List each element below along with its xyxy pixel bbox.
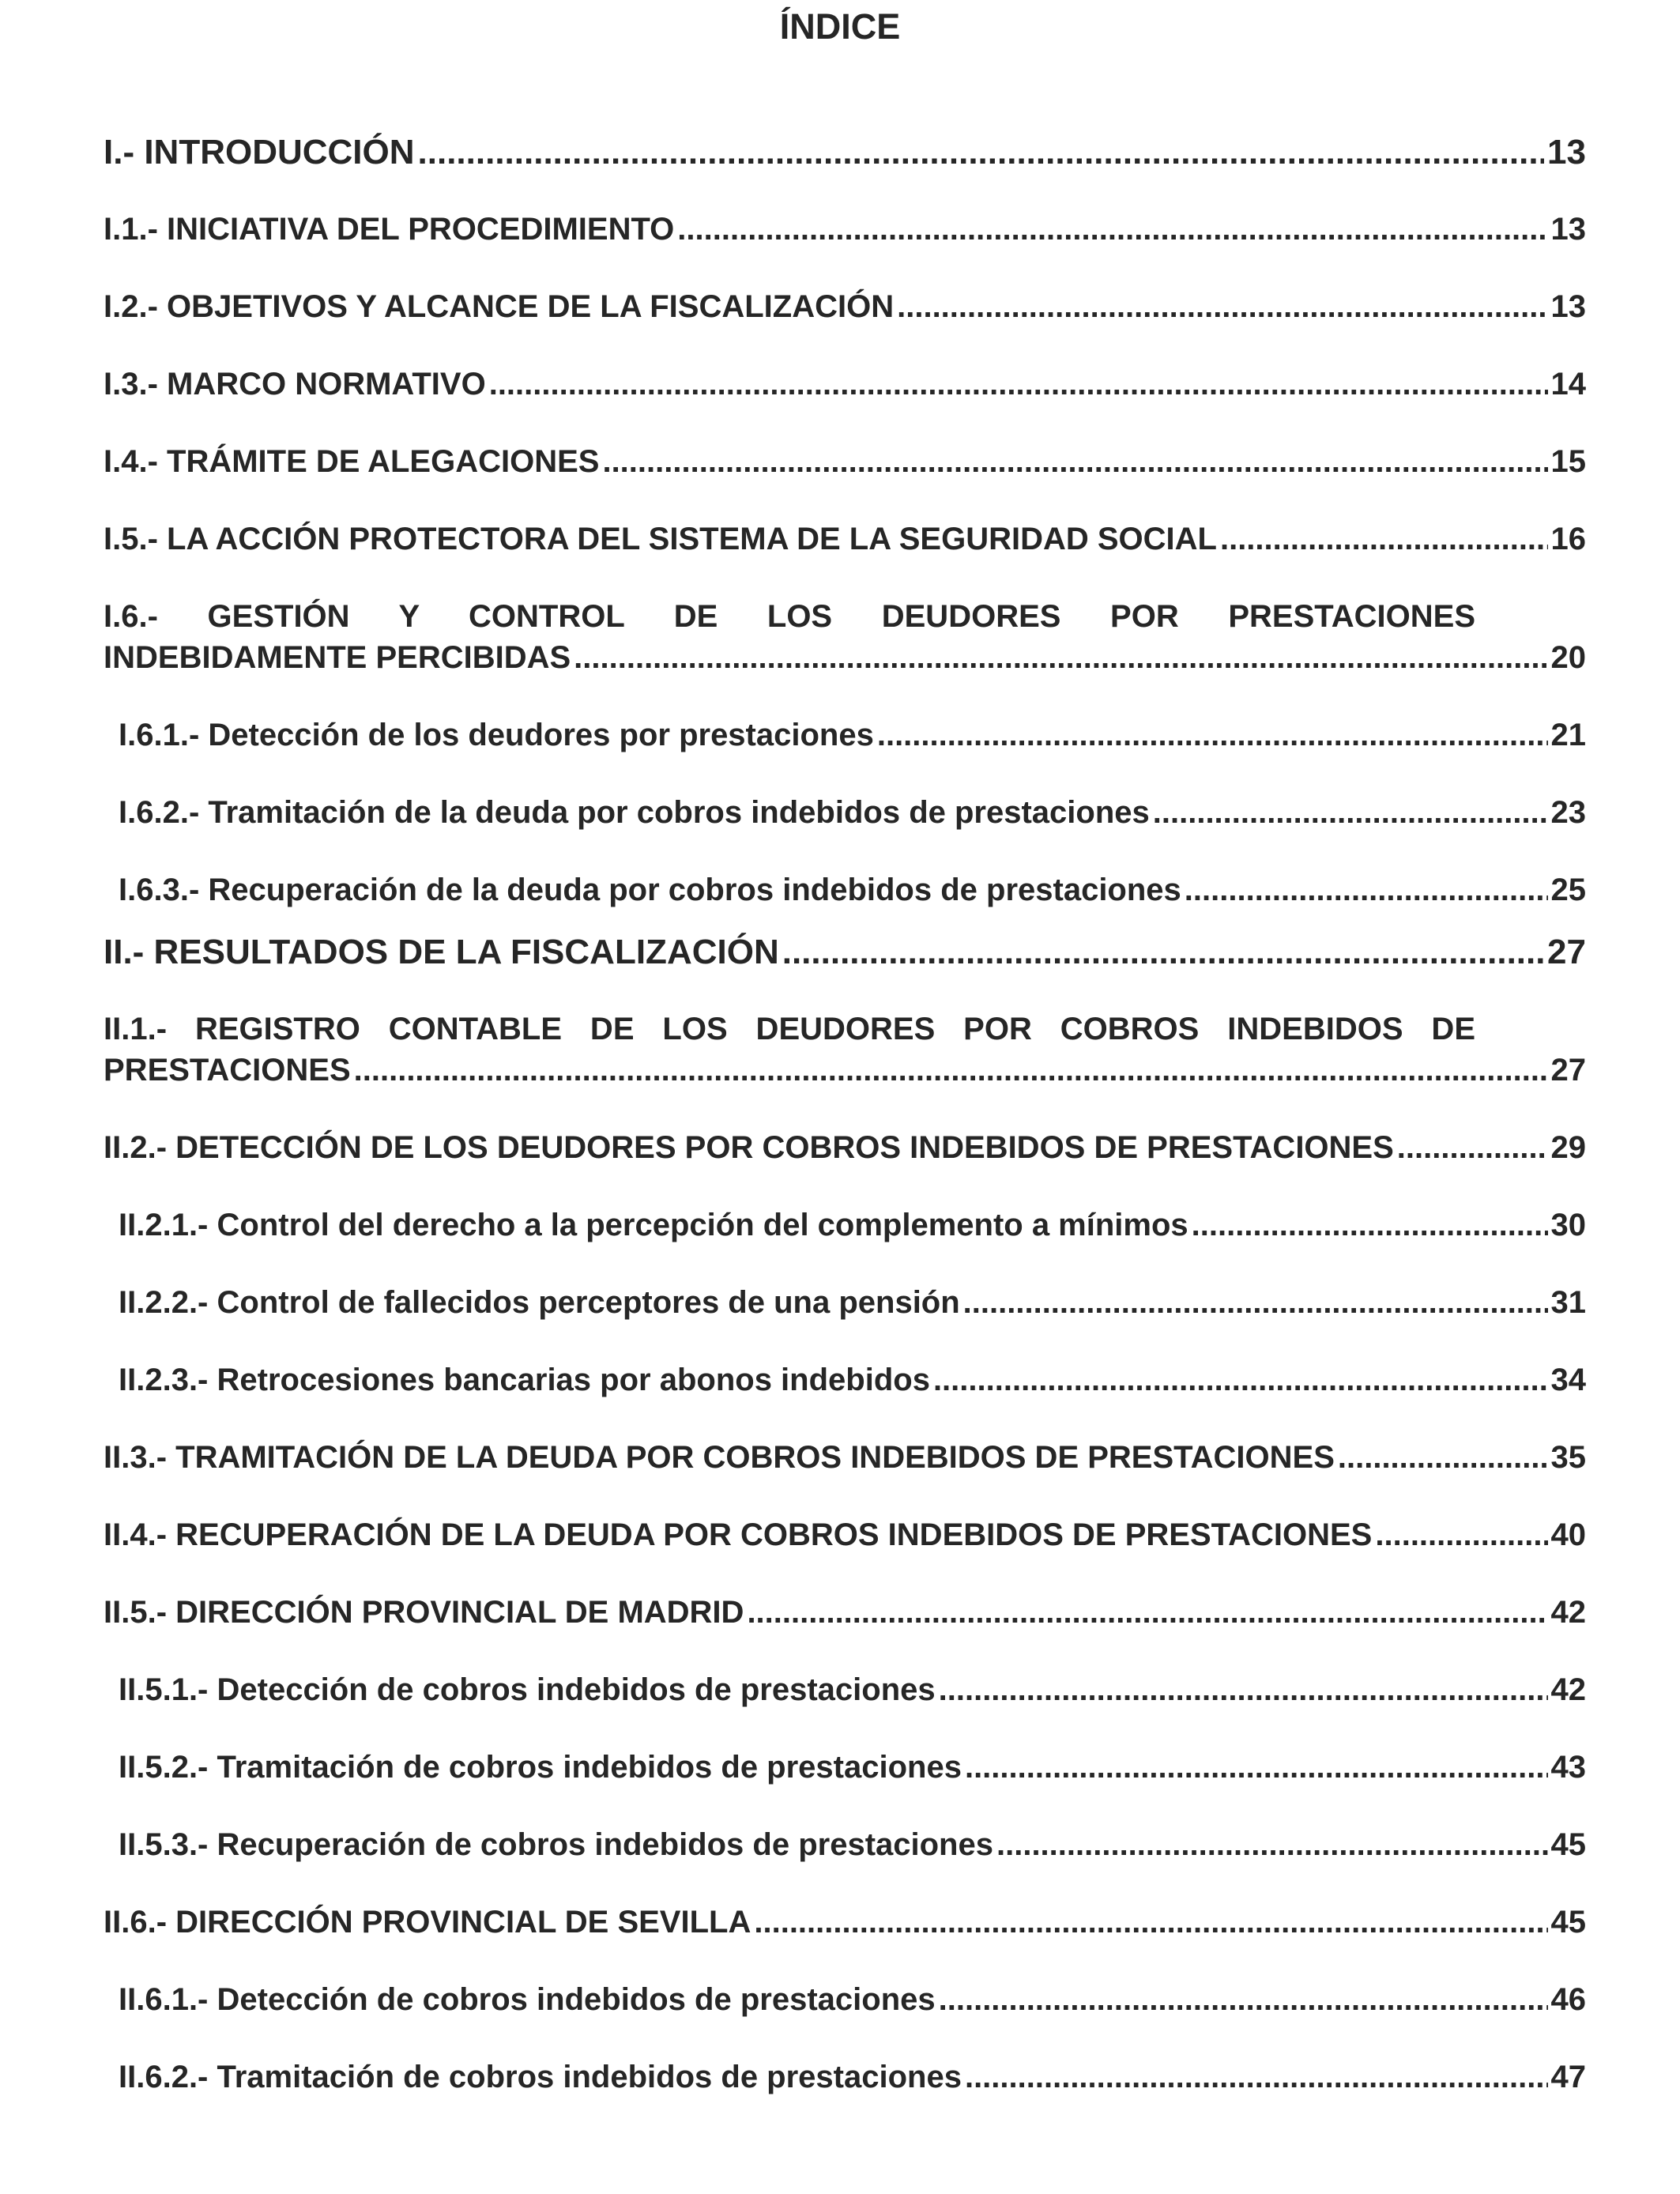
toc-entry-page: 13 xyxy=(1550,212,1586,247)
toc-entry-label: II.2.- DETECCIÓN DE LOS DEUDORES POR COBROS INDEBIDOS DE PRESTACIONES xyxy=(104,1130,1394,1165)
dot-leader xyxy=(602,441,1547,482)
toc-entry-label: II.5.2.- Tramitación de cobros indebidos de prestaciones xyxy=(119,1750,962,1785)
dot-leader xyxy=(963,1282,1548,1323)
dot-leader xyxy=(747,1592,1547,1633)
toc-entry-page: 13 xyxy=(1547,133,1586,172)
dot-leader xyxy=(1192,1204,1548,1246)
toc-entry-ii-resultados[interactable] xyxy=(104,931,1586,974)
toc-entry-ii-5-1[interactable] xyxy=(119,1669,1586,1710)
toc-entry-label: II.6.2.- Tramitación de cobros indebidos de prestaciones xyxy=(119,2060,962,2094)
toc-entry-label: I.1.- INICIATIVA DEL PROCEDIMIENTO xyxy=(104,212,675,247)
toc-entry-page: 45 xyxy=(1550,1827,1586,1862)
toc-entry-label: I.6.1.- Detección de los deudores por prestaciones xyxy=(119,718,874,752)
toc-entry-page: 43 xyxy=(1550,1750,1586,1785)
toc-entry-label: I.3.- MARCO NORMATIVO xyxy=(104,367,486,401)
toc-entry-ii-6-1[interactable] xyxy=(119,1979,1586,2020)
toc-entry-ii-2-1[interactable] xyxy=(119,1204,1586,1246)
toc-entry-i-2[interactable] xyxy=(104,286,1586,327)
toc-entry-page: 30 xyxy=(1550,1208,1586,1242)
toc-entry-page: 23 xyxy=(1550,795,1586,830)
toc-entry-i-1[interactable] xyxy=(104,209,1586,250)
toc-entry-label: I.4.- TRÁMITE DE ALEGACIONES xyxy=(104,444,600,479)
toc-entry-i-introduccion[interactable] xyxy=(104,131,1586,174)
dot-leader xyxy=(354,1050,1548,1091)
dot-leader xyxy=(996,1824,1548,1865)
toc-entry-i-6-1[interactable] xyxy=(119,714,1586,756)
toc-entry-page: 42 xyxy=(1550,1672,1586,1707)
toc-entry-ii-5-2[interactable] xyxy=(119,1747,1586,1788)
dot-leader xyxy=(1185,869,1548,910)
toc-entry-label: I.6.2.- Tramitación de la deuda por cobros indebidos de prestaciones xyxy=(119,795,1150,830)
toc-entry-label: II.2.3.- Retrocesiones bancarias por abonos indebidos xyxy=(119,1363,930,1397)
toc-entry-label: II.2.2.- Control de fallecidos perceptores de una pensión xyxy=(119,1285,960,1320)
toc-entry-page: 34 xyxy=(1550,1363,1586,1397)
page-title: ÍNDICE xyxy=(779,6,901,47)
toc-entry-page: 21 xyxy=(1550,718,1586,752)
toc-entry-label-line1: I.6.- GESTIÓN Y CONTROL DE LOS DEUDORES POR PRESTACIONES xyxy=(104,599,1475,634)
toc-entry-ii-3[interactable] xyxy=(104,1437,1586,1478)
dot-leader xyxy=(418,131,1545,174)
toc-entry-ii-4[interactable] xyxy=(104,1514,1586,1555)
toc-entry-page: 13 xyxy=(1550,289,1586,324)
toc-entry-page: 31 xyxy=(1550,1285,1586,1320)
toc-entry-page: 25 xyxy=(1550,873,1586,907)
toc-entry-ii-6[interactable] xyxy=(104,1902,1586,1943)
dot-leader xyxy=(939,1979,1548,2020)
toc-entry-page: 29 xyxy=(1550,1130,1586,1165)
dot-leader xyxy=(939,1669,1548,1710)
dot-leader xyxy=(1375,1514,1547,1555)
toc-entry-i-3[interactable] xyxy=(104,364,1586,405)
toc-entry-label-line1: II.1.- REGISTRO CONTABLE DE LOS DEUDORES POR COBROS INDEBIDOS DE xyxy=(104,1012,1475,1046)
toc-entry-label: I.- INTRODUCCIÓN xyxy=(104,133,415,172)
toc-entry-label: II.5.- DIRECCIÓN PROVINCIAL DE MADRID xyxy=(104,1595,744,1630)
toc-entry-page: 27 xyxy=(1550,1053,1586,1088)
toc-entry-label-line2: PRESTACIONES xyxy=(104,1053,351,1088)
toc-entry-page: 16 xyxy=(1550,522,1586,556)
toc-entry-label: II.- RESULTADOS DE LA FISCALIZACIÓN xyxy=(104,933,779,971)
dot-leader xyxy=(489,364,1548,405)
toc-entry-page: 40 xyxy=(1550,1517,1586,1552)
toc-entry-ii-6-2[interactable] xyxy=(119,2056,1586,2098)
dot-leader xyxy=(933,1359,1548,1400)
toc-entry-ii-2[interactable] xyxy=(104,1127,1586,1168)
toc-entry-page: 47 xyxy=(1550,2060,1586,2094)
toc-entry-label: I.2.- OBJETIVOS Y ALCANCE DE LA FISCALIZACIÓN xyxy=(104,289,895,324)
dot-leader xyxy=(877,714,1548,756)
toc-entry-page: 14 xyxy=(1550,367,1586,401)
toc-entry-label: II.3.- TRAMITACIÓN DE LA DEUDA POR COBROS INDEBIDOS DE PRESTACIONES xyxy=(104,1440,1335,1475)
dot-leader xyxy=(965,1747,1548,1788)
toc-entry-i-6-2[interactable] xyxy=(119,792,1586,833)
dot-leader xyxy=(1397,1127,1548,1168)
dot-leader xyxy=(754,1902,1547,1943)
toc-entry-i-6[interactable] xyxy=(104,596,1586,678)
toc-entry-ii-2-2[interactable] xyxy=(119,1282,1586,1323)
toc-entry-page: 42 xyxy=(1550,1595,1586,1630)
toc-entry-label: II.5.3.- Recuperación de cobros indebidos de prestaciones xyxy=(119,1827,993,1862)
toc-entry-label: II.2.1.- Control del derecho a la percepción del complemento a mínimos xyxy=(119,1208,1188,1242)
toc-entry-i-6-3[interactable] xyxy=(119,869,1586,910)
dot-leader xyxy=(965,2056,1548,2098)
toc-entry-page: 45 xyxy=(1550,1905,1586,1940)
dot-leader xyxy=(677,209,1547,250)
toc-entry-page: 35 xyxy=(1550,1440,1586,1475)
dot-leader xyxy=(574,637,1547,678)
toc-entry-ii-5[interactable] xyxy=(104,1592,1586,1633)
toc-entry-page: 20 xyxy=(1550,640,1586,675)
toc-entry-ii-5-3[interactable] xyxy=(119,1824,1586,1865)
toc-entry-label: I.5.- LA ACCIÓN PROTECTORA DEL SISTEMA DE LA SEGURIDAD SOCIAL xyxy=(104,522,1217,556)
toc-entry-label: II.6.1.- Detección de cobros indebidos de prestaciones xyxy=(119,1982,936,2017)
toc-entry-label: I.6.3.- Recuperación de la deuda por cobros indebidos de prestaciones xyxy=(119,873,1181,907)
toc-entry-ii-1[interactable] xyxy=(104,1008,1586,1091)
toc-entry-ii-2-3[interactable] xyxy=(119,1359,1586,1400)
toc-entry-label: II.6.- DIRECCIÓN PROVINCIAL DE SEVILLA xyxy=(104,1905,751,1940)
toc-entry-label: II.4.- RECUPERACIÓN DE LA DEUDA POR COBROS INDEBIDOS DE PRESTACIONES xyxy=(104,1517,1373,1552)
toc-entry-page: 15 xyxy=(1550,444,1586,479)
toc-entry-label: II.5.1.- Detección de cobros indebidos de prestaciones xyxy=(119,1672,936,1707)
toc-entry-page: 27 xyxy=(1547,933,1586,971)
toc-entry-label-line2: INDEBIDAMENTE PERCIBIDAS xyxy=(104,640,571,675)
dot-leader xyxy=(897,286,1547,327)
dot-leader xyxy=(1338,1437,1548,1478)
toc-entry-i-5[interactable] xyxy=(104,518,1586,560)
dot-leader xyxy=(1153,792,1548,833)
toc-entry-page: 46 xyxy=(1550,1982,1586,2017)
dot-leader xyxy=(1220,518,1548,560)
toc-entry-i-4[interactable] xyxy=(104,441,1586,482)
dot-leader xyxy=(782,931,1544,974)
